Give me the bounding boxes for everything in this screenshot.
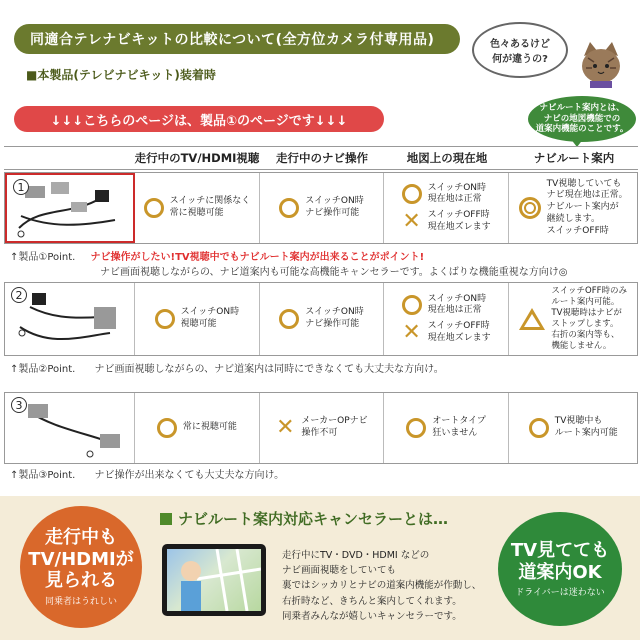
comparison-table-header — [4, 146, 638, 170]
col-header-tv: 走行中のTV/HDMI視聴 — [134, 151, 260, 165]
pos-off-text: スイッチOFF時 現在地ズレます — [427, 321, 491, 343]
pos-off-text: スイッチOFF時 現在地ズレます — [427, 210, 491, 232]
col-header-position: 地図上の現在地 — [406, 151, 488, 165]
harness-image — [10, 396, 128, 460]
triangle-mark-icon — [519, 308, 545, 330]
desc-line: 走行中にTV・DVD・HDMI などの — [282, 550, 430, 561]
driver-line-1: TV見てても — [510, 539, 610, 561]
desc-line: ナビ画面視聴をしていても — [282, 565, 397, 577]
route-cell — [509, 393, 637, 463]
tv-cell — [135, 283, 261, 355]
product-image-cell — [5, 283, 135, 355]
driver-badge — [498, 512, 622, 626]
nav-text: スイッチON時 ナビ操作可能 — [305, 307, 364, 329]
driver-line-2: 道案内OK — [518, 561, 602, 583]
page-subtitle: ■本製品(テレビナビキット)装着時 — [26, 68, 216, 82]
desc-line: 同乗者みんなが嬉しいキャンセラーです。 — [282, 610, 462, 622]
circle-mark-icon — [157, 418, 177, 438]
product-page-banner: ↓↓↓こちらのページは、製品①のページです↓↓↓ — [14, 106, 384, 132]
tv-text: スイッチに関係なく 常に視聴可能 — [169, 196, 251, 218]
cat-icon — [578, 40, 624, 88]
table-row — [4, 172, 638, 244]
circle-mark-icon — [155, 309, 175, 329]
circle-mark-icon — [402, 184, 422, 204]
tv-text: 常に視聴可能 — [182, 422, 237, 433]
circle-mark-icon — [406, 418, 426, 438]
point-2-label: ↑製品②Point. — [10, 364, 76, 375]
route-text: TV視聴中も ルート案内可能 — [554, 416, 618, 438]
tv-cell — [135, 173, 261, 243]
cross-mark-icon: ✕ — [402, 319, 421, 345]
product-image-cell — [5, 393, 135, 463]
circle-mark-icon — [402, 295, 422, 315]
pos-on-text: スイッチON時 現在地は正常 — [427, 182, 487, 205]
circle-mark-icon — [144, 198, 164, 218]
nav-text: メーカーOPナビ 操作不可 — [301, 416, 368, 438]
navi-screen-image — [162, 544, 266, 616]
product-image-cell — [5, 173, 135, 243]
cross-mark-icon: ✕ — [402, 208, 421, 234]
col-header-nav: 走行中のナビ操作 — [276, 151, 368, 165]
speech-bubble — [472, 22, 568, 78]
nav-cell — [260, 173, 384, 243]
passenger-line-2: TV/HDMIが — [28, 548, 134, 570]
passenger-line-1: 走行中も — [45, 527, 117, 549]
desc-line: 裏ではシッカリとナビの道案内機能が作動し、 — [282, 580, 482, 592]
product-number: 2 — [11, 287, 27, 303]
point-3-text: ナビ操作が出来なくても大丈夫な方向け。 — [94, 470, 285, 481]
col-header-product — [4, 147, 134, 169]
map-illustration — [167, 549, 261, 611]
tv-text: スイッチON時 視聴可能 — [180, 307, 240, 329]
note-line-1: ナビルート案内とは、 — [539, 103, 625, 114]
pos-text: オートタイプ 狂いません — [432, 416, 486, 438]
circle-mark-icon — [529, 418, 549, 438]
col-header-route: ナビルート案内 — [533, 151, 615, 165]
square-bullet-icon — [160, 513, 172, 525]
point-2 — [10, 360, 444, 375]
route-guide-note — [528, 96, 636, 142]
note-line-2: ナビの地図機能での — [543, 113, 621, 124]
bubble-line-2: 何が違うの? — [492, 54, 548, 65]
point-3 — [10, 466, 284, 481]
bubble-line-1: 色々あるけど — [490, 39, 550, 50]
product-number: 1 — [13, 179, 29, 195]
desc-line: 右折時など、きちんと案内してくれます。 — [282, 595, 462, 607]
position-cell — [384, 173, 510, 243]
double-circle-mark-icon — [519, 197, 541, 219]
point-3-label: ↑製品③Point. — [10, 470, 76, 481]
point-1 — [10, 248, 424, 263]
note-line-3: 道案内機能のことです。 — [535, 124, 629, 135]
point-1-label: ↑製品①Point. — [10, 252, 76, 263]
position-cell — [384, 393, 510, 463]
route-text: スイッチOFF時のみ ルート案内可能。 TV視聴時はナビが ストップします。 右折の案内等も、 機能しません。 — [551, 285, 628, 352]
table-row — [4, 282, 638, 356]
nav-text: スイッチON時 ナビ操作可能 — [305, 196, 364, 218]
position-cell — [384, 283, 510, 355]
circle-mark-icon — [279, 198, 299, 218]
tv-cell — [135, 393, 261, 463]
point-2-text: ナビ画面視聴しながらの、ナビ道案内は同時にできなくても大丈夫な方向け。 — [94, 364, 444, 375]
circle-mark-icon — [279, 309, 299, 329]
nav-cell — [260, 393, 384, 463]
info-title-text: ナビルート案内対応キャンセラーとは… — [178, 510, 449, 528]
route-cell — [509, 283, 637, 355]
route-text: TV視聴していても ナビ現在地は正常。 ナビルート案内が 継続します。 スイッチOFF時 — [546, 178, 628, 236]
page-title: 同適合テレナビキットの比較について(全方位カメラ付専用品) — [14, 24, 460, 54]
nav-cell — [260, 283, 384, 355]
driver-caption: ドライバーは迷わない — [515, 588, 605, 599]
route-cell — [509, 173, 637, 243]
passenger-badge — [20, 506, 142, 628]
point-1-detail: ナビ画面視聴しながらの、ナビ道案内も可能な高機能キャンセラーです。よくばりな機能重視な方向け◎ — [100, 267, 568, 278]
harness-image — [10, 287, 128, 351]
passenger-line-3: 見られる — [45, 570, 117, 592]
point-1-highlight: ナビ操作がしたい!TV視聴中でもナビルート案内が出来ることがポイント! — [90, 252, 425, 263]
table-row — [4, 392, 638, 464]
info-description — [282, 548, 481, 624]
product-number: 3 — [11, 397, 27, 413]
pos-on-text: スイッチON時 現在地は正常 — [427, 293, 487, 316]
cross-mark-icon: ✕ — [276, 415, 295, 440]
info-title — [160, 508, 448, 529]
passenger-caption: 同乗者はうれしい — [44, 596, 117, 607]
